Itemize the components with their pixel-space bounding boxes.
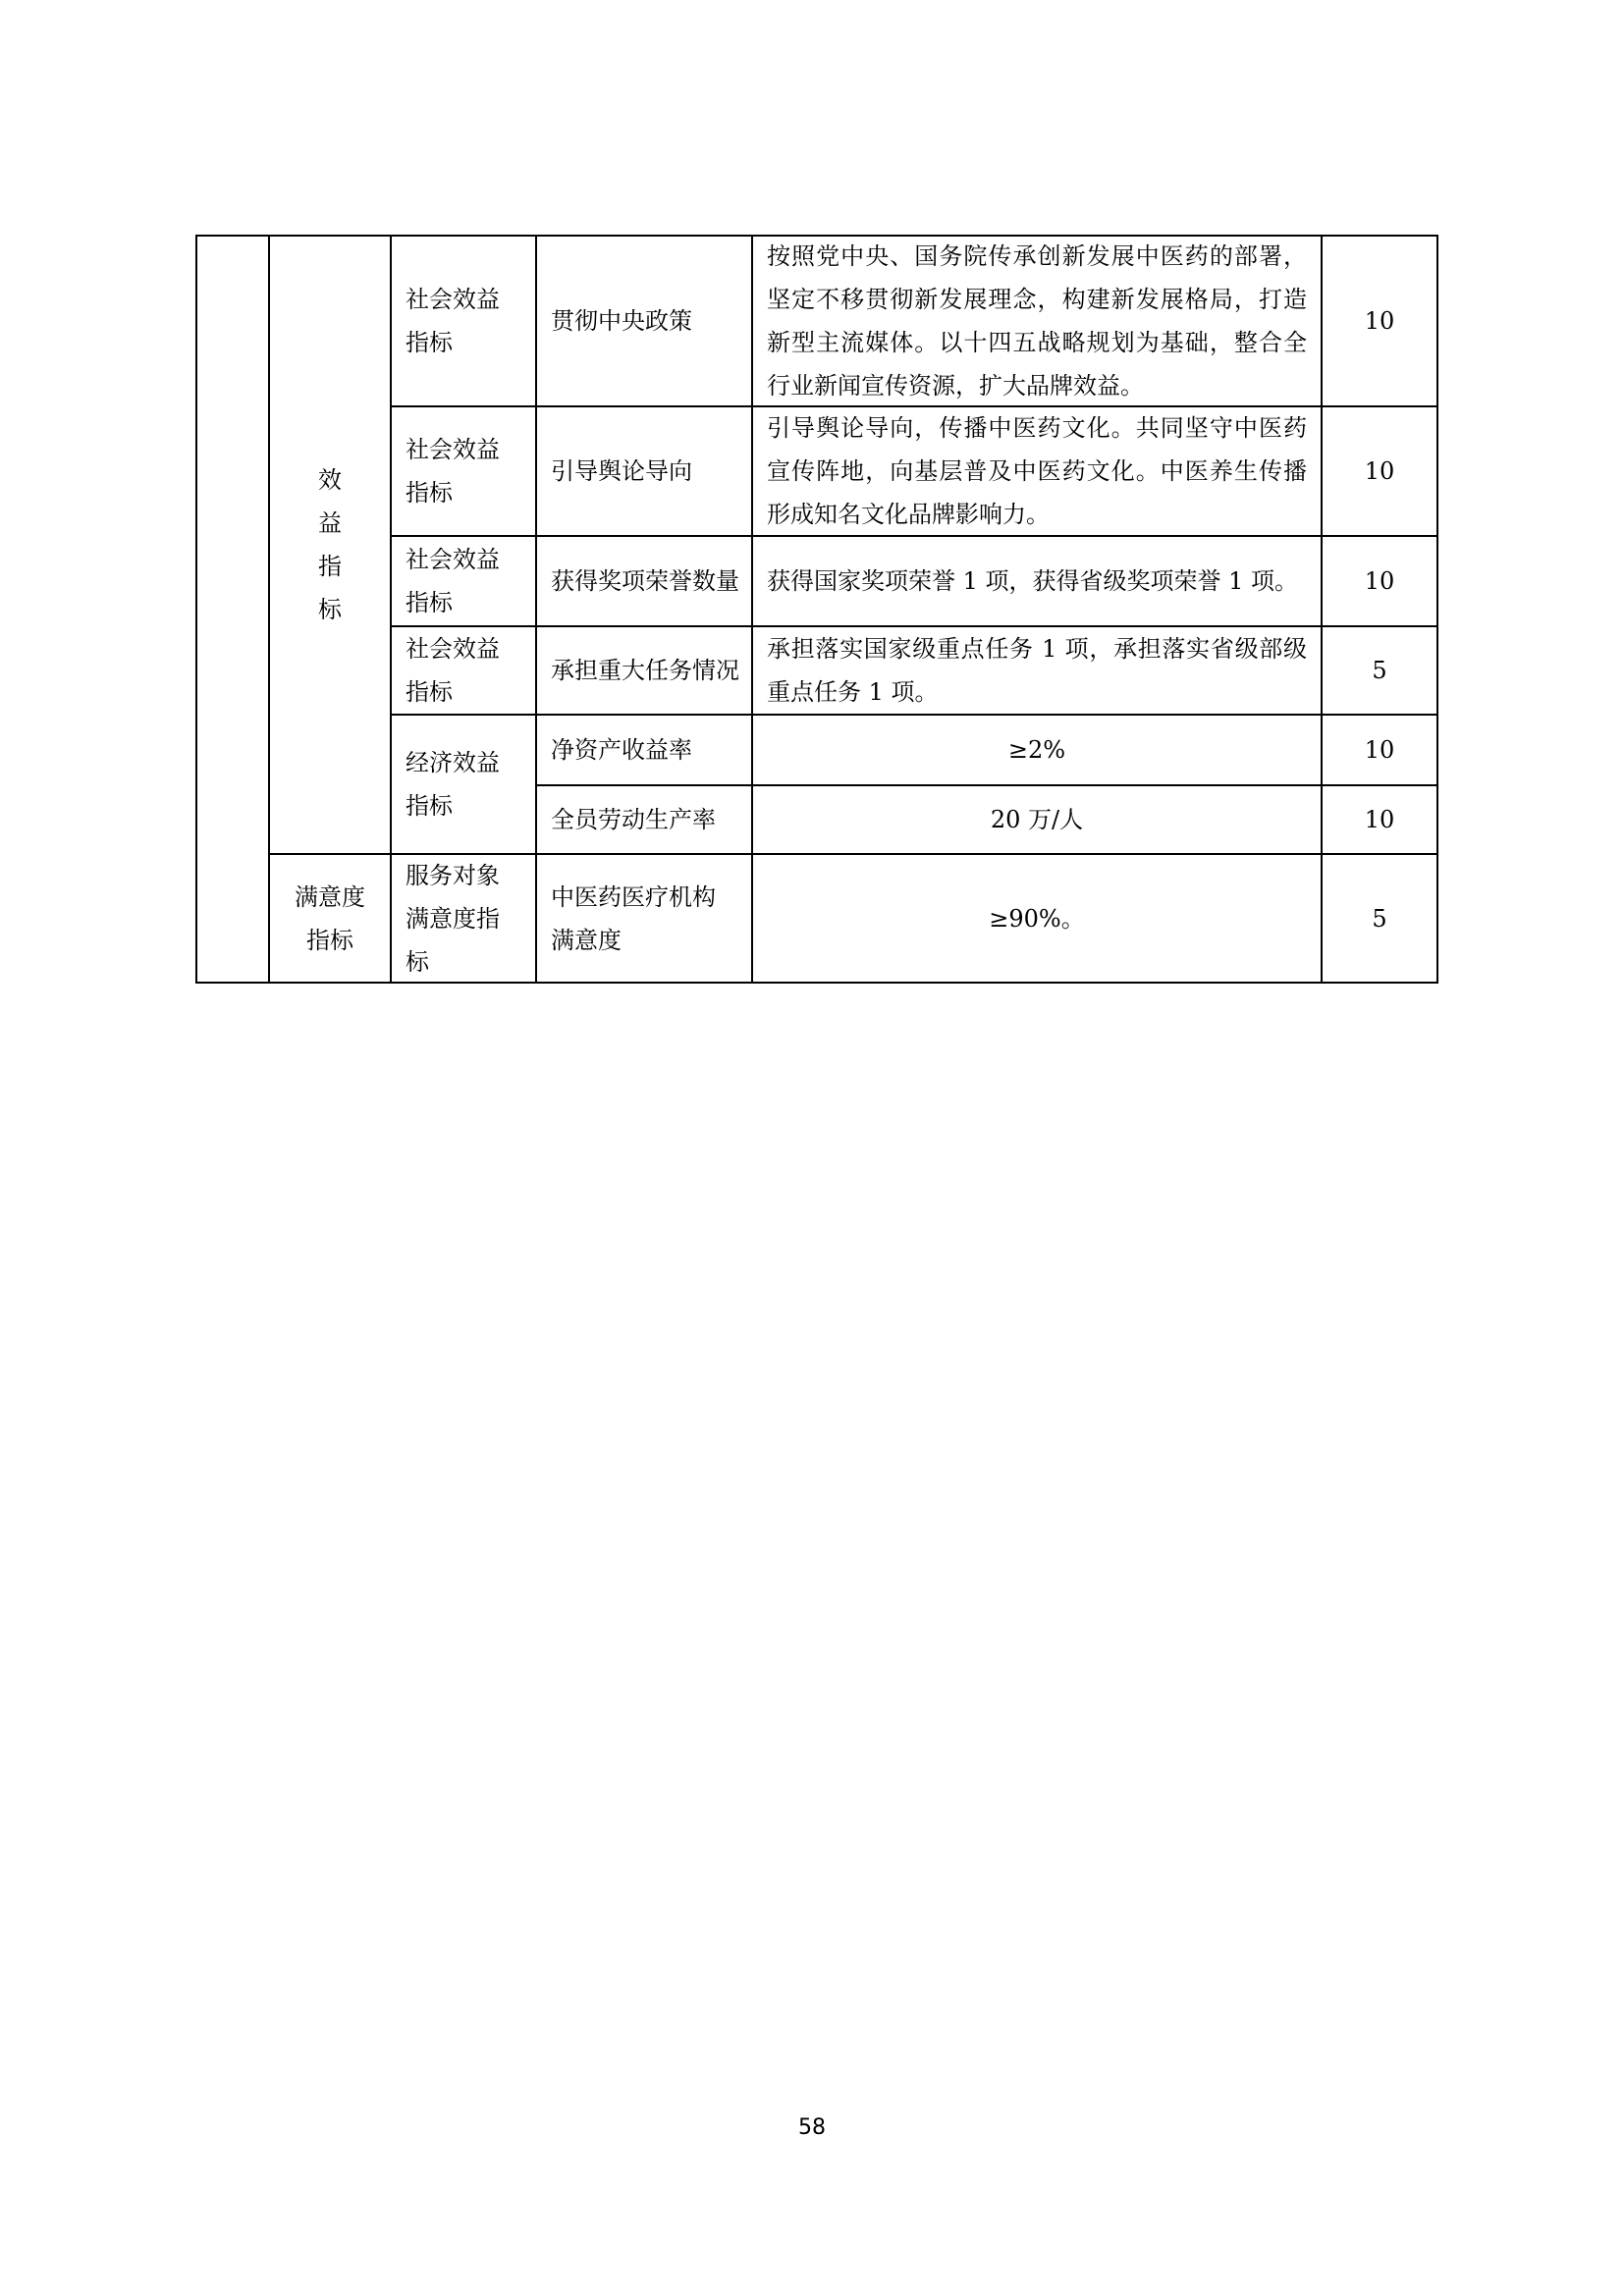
row1-score: 10 bbox=[1364, 307, 1395, 335]
row3-target: 获得国家奖项荣誉 1 项，获得省级奖项荣誉 1 项。 bbox=[767, 567, 1299, 595]
group-satisfaction-label: 满意度指标 bbox=[295, 882, 365, 954]
row4-indicator: 承担重大任务情况 bbox=[551, 657, 739, 684]
row5-indicator: 净资产收益率 bbox=[551, 736, 692, 764]
row1-target: 按照党中央、国务院传承创新发展中医药的部署，坚定不移贯彻新发展理念，构建新发展格局，打造新型主流媒体。以十四五战略规划为基础，整合全行业新闻宣传资源，扩大品牌效益。 bbox=[767, 242, 1307, 400]
row6-indicator: 全员劳动生产率 bbox=[551, 806, 716, 833]
row7-indicator: 中医药医疗机构满意度 bbox=[551, 882, 716, 954]
row5-category: 经济效益指标 bbox=[406, 749, 500, 820]
row7-target: ≥90%。 bbox=[989, 904, 1085, 933]
row2-target: 引导舆论导向，传播中医药文化。共同坚守中医药宣传阵地，向基层普及中医药文化。中医养生传播形成知名文化品牌影响力。 bbox=[767, 414, 1307, 528]
row5-score: 10 bbox=[1364, 736, 1395, 764]
row7-score: 5 bbox=[1372, 904, 1387, 933]
row2-category: 社会效益指标 bbox=[406, 436, 500, 507]
row3-indicator: 获得奖项荣誉数量 bbox=[551, 567, 739, 595]
page-number: 58 bbox=[798, 2115, 826, 2140]
row4-category: 社会效益指标 bbox=[406, 635, 500, 706]
row7-category: 服务对象满意度指标 bbox=[406, 861, 500, 976]
row2-score: 10 bbox=[1364, 457, 1395, 485]
row2-indicator: 引导舆论导向 bbox=[551, 457, 692, 485]
row1-indicator: 贯彻中央政策 bbox=[551, 307, 692, 335]
row4-target: 承担落实国家级重点任务 1 项，承担落实省级部级重点任务 1 项。 bbox=[767, 635, 1307, 706]
group-benefit-label: 效 益 指 标 bbox=[318, 466, 342, 623]
row5-target: ≥2% bbox=[1007, 736, 1066, 764]
table-border-right bbox=[1436, 235, 1438, 984]
table-border-left bbox=[195, 235, 197, 984]
indicator-table bbox=[195, 235, 1438, 984]
row3-category: 社会效益指标 bbox=[406, 546, 500, 616]
row1-category: 社会效益指标 bbox=[406, 286, 500, 356]
row3-score: 10 bbox=[1364, 567, 1395, 595]
row6-target: 20 万/人 bbox=[990, 806, 1084, 833]
table-border-bottom bbox=[195, 982, 1438, 984]
row4-score: 5 bbox=[1372, 657, 1387, 684]
row6-score: 10 bbox=[1364, 806, 1395, 833]
